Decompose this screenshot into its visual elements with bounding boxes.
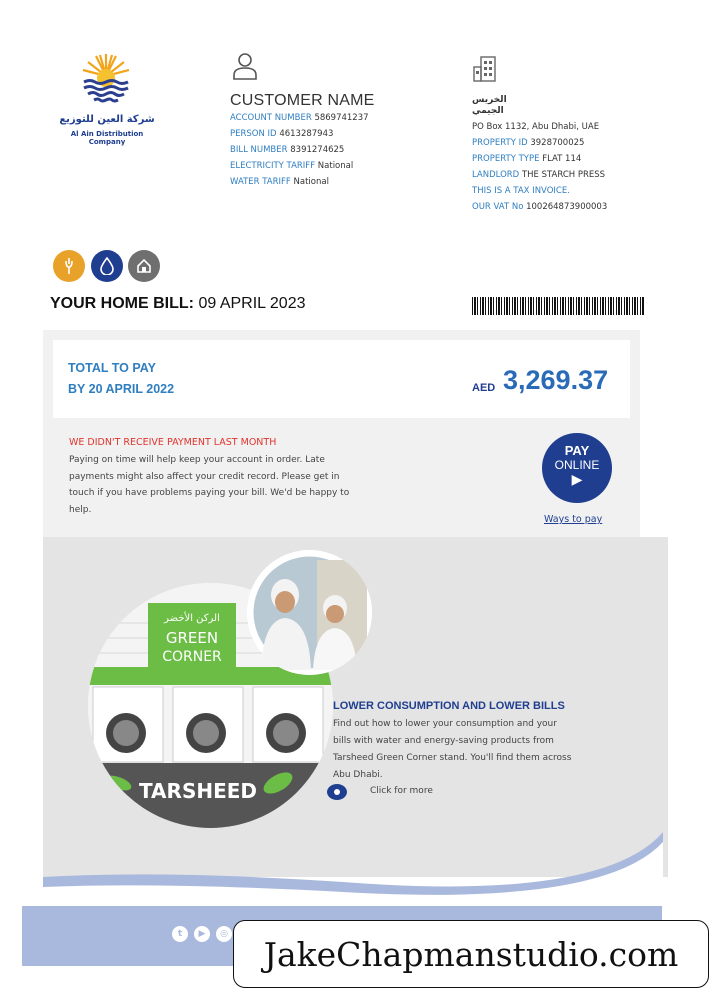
- vat-row: OUR VAT No 100264873900003: [472, 202, 608, 212]
- water-tariff-row: WATER TARIFF National: [230, 177, 329, 187]
- footer-swoosh: [43, 832, 663, 907]
- instagram-icon[interactable]: ◎: [216, 926, 232, 942]
- currency-label: AED: [472, 382, 496, 394]
- pay-online-button[interactable]: PAY ONLINE ▶: [542, 433, 612, 503]
- promo-body: Find out how to lower your consumption and your bills with water and energy-saving products from Tarsheed Green Corner stand. You'll find them across Abu Dhabi.: [333, 719, 572, 780]
- property-area-ar-2: الجيمي: [472, 106, 504, 116]
- total-amount: 3,269.37: [503, 365, 609, 395]
- electricity-icon: [53, 250, 85, 282]
- customer-block: [230, 52, 430, 190]
- person-icon: [232, 52, 258, 80]
- green-corner-sign-1: GREEN: [165, 629, 219, 647]
- play-arrow-icon: ▶: [571, 471, 583, 487]
- property-area-ar-1: الخريس: [472, 95, 507, 105]
- tarsheed-brand: TARSHEED: [138, 779, 258, 803]
- payment-warning-title: WE DIDN'T RECEIVE PAYMENT LAST MONTH: [69, 437, 277, 448]
- person-id-row: PERSON ID 4613287943: [230, 129, 334, 139]
- building-icon: [472, 55, 502, 83]
- click-for-more-link[interactable]: Click for more: [370, 786, 433, 796]
- landlord-row: LANDLORD THE STARCH PRESS: [472, 170, 606, 180]
- payment-warning-body: Paying on time will help keep your account in order. Late payments might also affect your credit record. Please get in touch if you have problems paying your bill. We'd be happy to help.: [69, 455, 350, 515]
- company-name-en: Al Ain Distribution Company: [70, 130, 144, 146]
- click-for-more-icon[interactable]: [327, 784, 347, 800]
- property-address: PO Box 1132, Abu Dhabi, UAE: [472, 122, 600, 132]
- water-icon: [91, 250, 123, 282]
- sun-waves-logo-icon: [80, 52, 132, 104]
- ways-to-pay-link[interactable]: Ways to pay: [544, 514, 603, 525]
- promo-heading: LOWER CONSUMPTION AND LOWER BILLS: [333, 700, 565, 712]
- bill-title: YOUR HOME BILL: 09 APRIL 2023: [50, 295, 306, 312]
- tax-invoice-note: THIS IS A TAX INVOICE.: [472, 186, 570, 196]
- barcode: [472, 297, 644, 315]
- twitter-icon[interactable]: t: [172, 926, 188, 942]
- home-icon: [128, 250, 160, 282]
- watermark-label: JakeChapmanstudio.com: [233, 920, 709, 988]
- family-photo: [247, 550, 372, 675]
- property-block: [472, 55, 672, 215]
- green-corner-sign-ar: الركن الأخضر: [164, 613, 220, 624]
- youtube-icon[interactable]: ▶: [194, 926, 210, 942]
- bill-number-row: BILL NUMBER 8391274625: [230, 145, 345, 155]
- property-id-row: PROPERTY ID 3928700025: [472, 138, 585, 148]
- account-number-row: ACCOUNT NUMBER 5869741237: [230, 113, 369, 123]
- property-type-row: PROPERTY TYPE FLAT 114: [472, 154, 582, 164]
- green-corner-sign-2: CORNER: [162, 649, 222, 665]
- total-label: TOTAL TO PAY BY 20 APRIL 2022: [68, 361, 175, 396]
- company-name-ar: شركة العين للتوزيع: [59, 114, 155, 125]
- customer-name: CUSTOMER NAME: [230, 92, 375, 109]
- electricity-tariff-row: ELECTRICITY TARIFF National: [230, 161, 354, 171]
